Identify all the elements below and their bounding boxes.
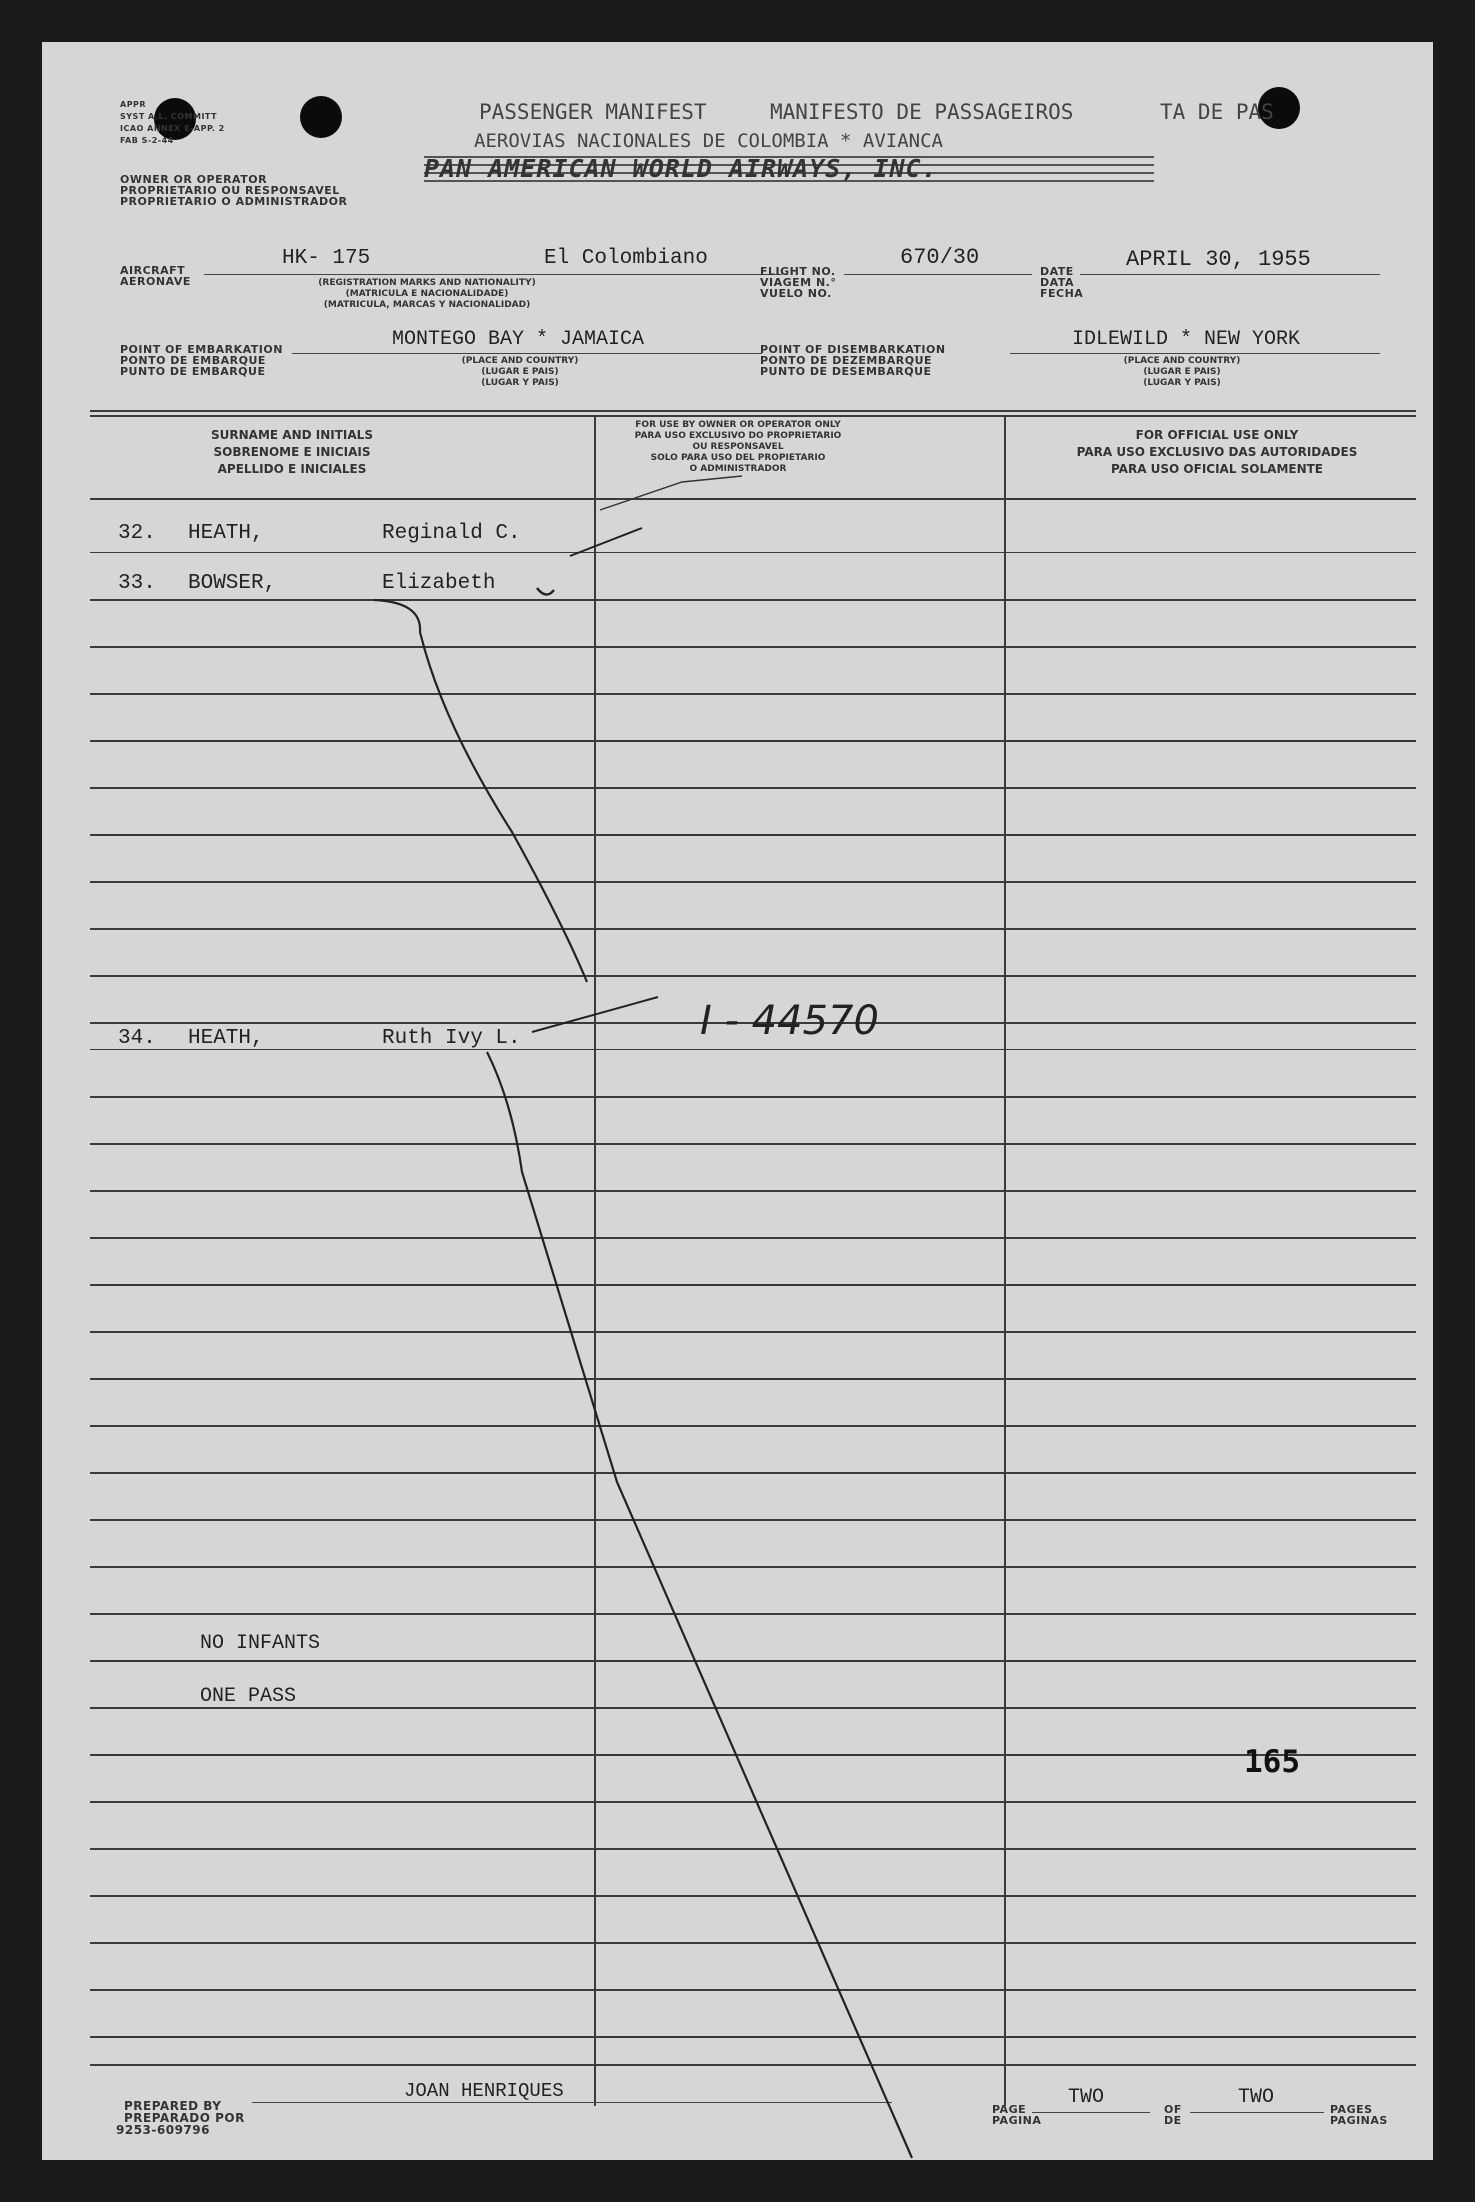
pen-strokes xyxy=(42,42,1433,2160)
note-no-infants: NO INFANTS xyxy=(200,1632,321,1655)
passenger-surname: HEATH, xyxy=(188,1027,264,1050)
passenger-number: 32. xyxy=(118,522,156,545)
tick-mark xyxy=(570,528,642,556)
passenger-given-names: Elizabeth xyxy=(382,572,496,595)
date-label: DATA xyxy=(1040,276,1074,289)
aircraft-label: AIRCRAFT xyxy=(120,264,186,277)
tick-mark xyxy=(600,476,742,510)
stamp-number: 165 xyxy=(1244,1744,1300,1780)
flight-label: VUELO NO. xyxy=(760,287,832,300)
embark-label: PONTO DE EMBARQUE xyxy=(120,354,266,367)
tick-mark xyxy=(537,588,554,595)
handwritten-id-number: I - 44570 xyxy=(700,998,879,1044)
tick-mark xyxy=(532,997,658,1032)
registration-note: (MATRICULA E NACIONALIDADE) xyxy=(345,289,509,299)
disembarkation-value: IDLEWILD * NEW YORK xyxy=(1072,328,1301,351)
embark-label: PUNTO DE EMBARQUE xyxy=(120,365,266,378)
title-manifesto: MANIFESTO DE PASSAGEIROS xyxy=(770,100,1074,124)
passenger-number: 34. xyxy=(118,1027,156,1050)
manifest-sheet xyxy=(42,42,1433,2160)
date-label: DATE xyxy=(1040,265,1074,278)
registration-note: (MATRICULA, MARCAS Y NACIONALIDAD) xyxy=(323,300,531,310)
page-label: PAGINA xyxy=(992,2114,1042,2127)
embarkation-value: MONTEGO BAY * JAMAICA xyxy=(392,328,645,351)
page-label: PAGE xyxy=(992,2103,1027,2116)
passenger-given-names: Reginald C. xyxy=(382,522,521,545)
date-value: APRIL 30, 1955 xyxy=(1126,247,1311,272)
owner-label: PROPRIETARIO OU RESPONSAVEL xyxy=(120,184,340,197)
disembark-label: PONTO DE DEZEMBARQUE xyxy=(760,354,933,367)
aircraft-name: El Colombiano xyxy=(544,247,708,270)
prepared-label: PREPARADO POR xyxy=(124,2111,245,2125)
title-lista: TA DE PAS xyxy=(1160,100,1274,124)
form-number: 9253-609796 xyxy=(116,2123,210,2137)
ditto-stroke-heath xyxy=(487,1052,912,2158)
surname-column-header: SURNAME AND INITIALS SOBRENOME E INICIAIS APELLIDO E INICIALES xyxy=(211,428,373,476)
approval-line: ICAO ANNEX E-APP. 2 xyxy=(120,124,225,133)
owner-label: OWNER OR OPERATOR xyxy=(120,173,268,186)
disembark-label: POINT OF DISEMBARKATION xyxy=(760,343,946,356)
official-column-header: FOR OFFICIAL USE ONLY PARA USO EXCLUSIVO DAS AUTORIDADES PARA USO OFICIAL SOLAMENTE xyxy=(1076,428,1358,476)
pages-label: PAGES xyxy=(1330,2103,1373,2116)
of-pages-value: TWO xyxy=(1238,2086,1275,2109)
owner-label: PROPRIETARIO O ADMINISTRADOR xyxy=(120,195,348,208)
registration-note: (REGISTRATION MARKS AND NATIONALITY) xyxy=(318,278,536,288)
struck-carrier: PAN AMERICAN WORLD AIRWAYS, INC. xyxy=(424,154,1154,182)
prepared-label: PREPARED BY xyxy=(124,2099,222,2113)
approval-line: SYST A.L. COMMITT xyxy=(120,112,218,121)
flight-label: FLIGHT NO. xyxy=(760,265,836,278)
note-one-pass: ONE PASS xyxy=(200,1685,297,1708)
aircraft-reg: HK- 175 xyxy=(282,247,371,270)
date-label: FECHA xyxy=(1040,287,1084,300)
of-label: DE xyxy=(1164,2114,1182,2127)
approval-line: APPR xyxy=(120,100,147,109)
flight-label: VIAGEM N.° xyxy=(760,276,837,289)
disembark-place-note: (LUGAR E PAIS) xyxy=(1143,367,1221,377)
passenger-surname: HEATH, xyxy=(188,522,264,545)
prepared-by-value: JOAN HENRIQUES xyxy=(404,2080,564,2102)
approval-line: FAB S-2-44 xyxy=(120,136,174,145)
embark-label: POINT OF EMBARKATION xyxy=(120,343,283,356)
embark-place-note: (PLACE AND COUNTRY) xyxy=(461,356,579,366)
title-passenger-manifest: PASSENGER MANIFEST xyxy=(479,100,707,124)
passenger-given-names: Ruth Ivy L. xyxy=(382,1027,521,1050)
of-label: OF xyxy=(1164,2103,1182,2116)
aircraft-label: AERONAVE xyxy=(120,275,191,288)
page-value: TWO xyxy=(1068,2086,1105,2109)
embark-place-note: (LUGAR Y PAIS) xyxy=(481,378,559,388)
passenger-surname: BOWSER, xyxy=(188,572,277,595)
disembark-place-note: (PLACE AND COUNTRY) xyxy=(1123,356,1241,366)
operator-column-header: FOR USE BY OWNER OR OPERATOR ONLY PARA USO EXCLUSIVO DO PROPRIETARIO OU RESPONSAVEL SOLO PARA USO DEL PROPIETARIO O ADMINISTRADOR xyxy=(634,420,842,474)
disembark-label: PUNTO DE DESEMBARQUE xyxy=(760,365,932,378)
ditto-stroke-bowser xyxy=(374,600,587,982)
passenger-number: 33. xyxy=(118,572,156,595)
flight-number: 670/30 xyxy=(900,245,980,270)
embark-place-note: (LUGAR E PAIS) xyxy=(481,367,559,377)
carrier-name: AEROVIAS NACIONALES DE COLOMBIA * AVIANCA xyxy=(474,130,943,152)
disembark-place-note: (LUGAR Y PAIS) xyxy=(1143,378,1221,388)
pages-label: PAGINAS xyxy=(1330,2114,1388,2127)
